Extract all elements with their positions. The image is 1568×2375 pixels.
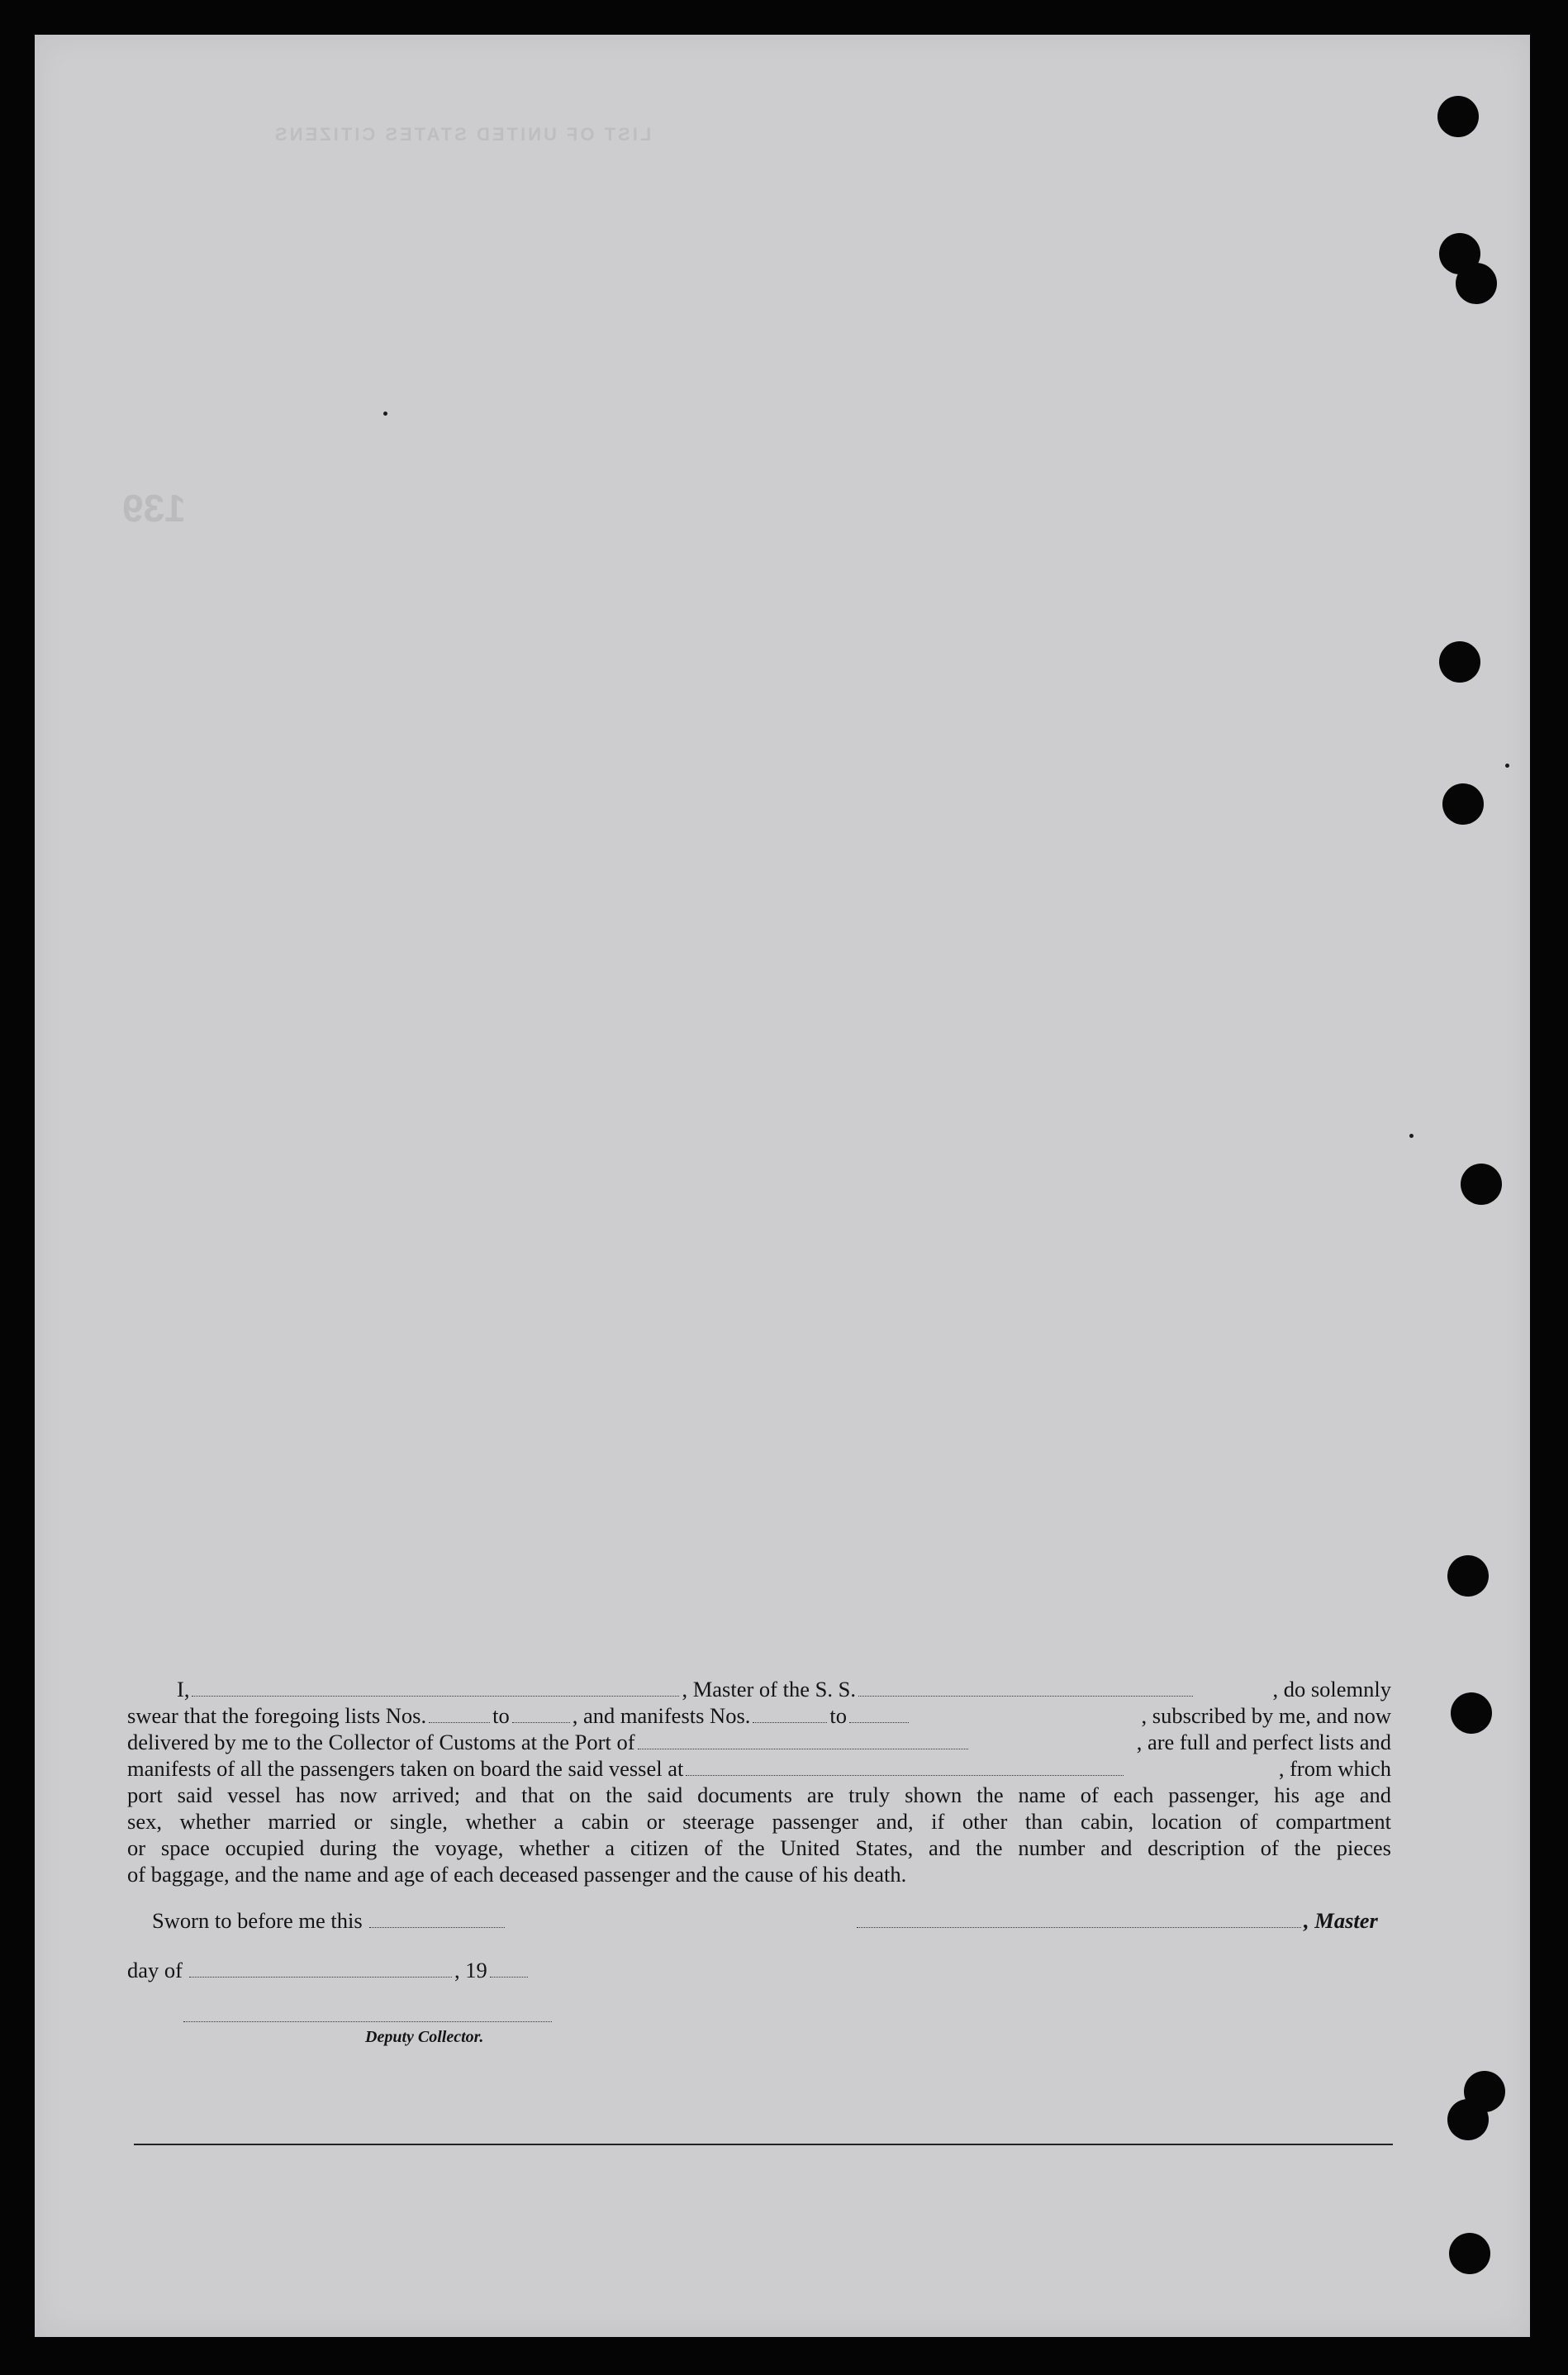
- bleed-through-heading: LIST OF UNITED STATES CITIZENS: [273, 124, 652, 145]
- master-label: , Master: [1304, 1908, 1378, 1933]
- paper-speck: [1409, 1134, 1414, 1138]
- punch-hole: [1447, 2099, 1489, 2140]
- punch-hole: [1447, 1555, 1489, 1597]
- paper-speck: [1505, 764, 1509, 768]
- sworn-text: Sworn to before me this: [152, 1908, 363, 1933]
- deputy-collector-title: Deputy Collector.: [365, 2028, 484, 2046]
- oath-text: , Master of the S. S.: [682, 1677, 856, 1702]
- year-blank: [490, 1960, 528, 1978]
- year-prefix: , 19: [454, 1958, 487, 1982]
- oath-line: [127, 1755, 1391, 1782]
- oath-line: [127, 1729, 1391, 1755]
- punch-hole: [1449, 2233, 1490, 2274]
- day-of-text: day of: [127, 1958, 183, 1982]
- lists-to-blank: [512, 1706, 570, 1723]
- punch-hole: [1437, 96, 1479, 137]
- punch-hole: [1451, 1692, 1492, 1734]
- master-name-blank: [192, 1679, 679, 1697]
- oath-line: [127, 1702, 1391, 1729]
- punch-hole: [1461, 1164, 1502, 1205]
- sworn-day-blank: [369, 1911, 505, 1928]
- paper-speck: [383, 412, 387, 416]
- day-of-line: [127, 1958, 530, 1983]
- oath-text: delivered by me to the Collector of Customs at the Port of: [127, 1730, 635, 1754]
- sworn-before-line: [152, 1908, 507, 1934]
- oath-text: I,: [177, 1677, 190, 1702]
- oath-text: , are full and perfect lists and: [1136, 1730, 1391, 1754]
- oath-text: , from which: [1278, 1756, 1391, 1781]
- bottom-rule: [134, 2144, 1393, 2145]
- oath-line: [127, 1676, 1391, 1702]
- oath-text: manifests of all the passengers taken on board the said vessel at: [127, 1756, 684, 1781]
- punch-hole: [1439, 641, 1480, 683]
- manifests-from-blank: [753, 1706, 827, 1723]
- oath-line: port said vessel has now arrived; and that on the said documents are truly shown the name of each passenger, his age and: [127, 1782, 1391, 1807]
- master-oath-paragraph: [127, 1676, 1391, 1887]
- master-signature-blank: [857, 1911, 1301, 1928]
- deputy-signature-blank: [183, 2021, 552, 2022]
- punch-hole: [1456, 263, 1497, 304]
- punch-hole: [1442, 783, 1484, 825]
- oath-text: swear that the foregoing lists Nos.: [127, 1703, 427, 1728]
- vessel-name-blank: [858, 1679, 1193, 1697]
- oath-line: or space occupied during the voyage, whether a citizen of the United States, and the number and description of the pieces: [127, 1835, 1391, 1860]
- oath-line: of baggage, and the name and age of each deceased passenger and the cause of his death.: [127, 1862, 907, 1887]
- bleed-through-page-number: 139: [122, 487, 186, 530]
- oath-text: to: [492, 1703, 510, 1728]
- master-signature-line: [854, 1908, 1378, 1934]
- oath-text: , and manifests Nos.: [572, 1703, 751, 1728]
- manifests-to-blank: [849, 1706, 909, 1723]
- oath-text: , subscribed by me, and now: [1141, 1703, 1391, 1728]
- lists-from-blank: [429, 1706, 490, 1723]
- oath-text: to: [829, 1703, 848, 1728]
- month-blank: [189, 1960, 452, 1978]
- departure-port-blank: [686, 1759, 1124, 1776]
- oath-line: sex, whether married or single, whether a cabin or steerage passenger and, if other than cabin, location of compartment: [127, 1809, 1391, 1834]
- port-blank: [638, 1732, 968, 1749]
- manifest-page: [35, 35, 1530, 2337]
- oath-text: , do solemnly: [1272, 1677, 1391, 1702]
